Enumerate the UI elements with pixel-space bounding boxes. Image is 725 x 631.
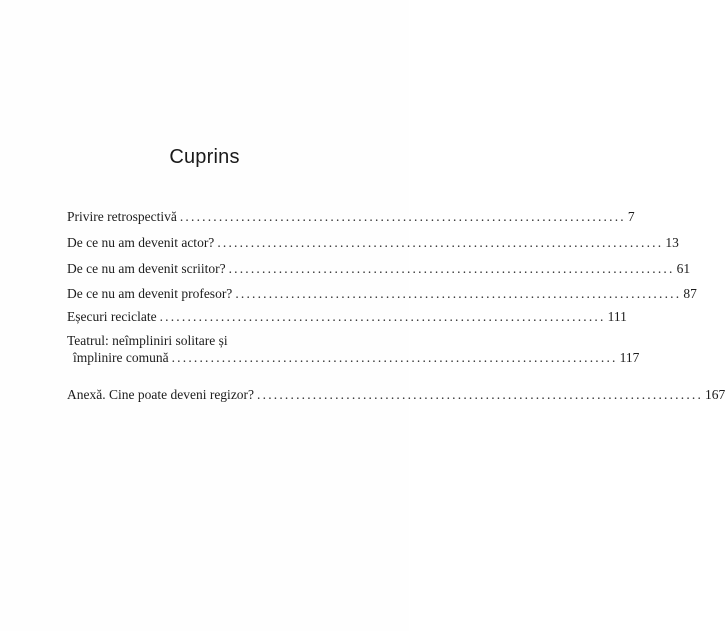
dot-leader: ................................................................................: [179, 209, 626, 224]
dot-leader: ................................................................................: [159, 309, 606, 324]
dot-leader: ................................................................................: [228, 261, 675, 276]
toc-entry-page: 87: [683, 286, 697, 301]
toc-entry-title: De ce nu am devenit profesor?: [67, 286, 233, 301]
toc-entry: [67, 386, 725, 403]
dot-leader: ................................................................................: [217, 235, 664, 250]
dot-leader: ................................................................................: [171, 350, 618, 365]
toc-entry: [67, 285, 697, 302]
toc-entry-title: De ce nu am devenit actor?: [67, 235, 215, 250]
page-title: Cuprins: [169, 146, 240, 168]
toc-entry-title-line1: Teatrul: neîmpliniri solitare și: [67, 333, 228, 348]
dot-leader: ................................................................................: [257, 387, 704, 402]
toc-entry-page: 167: [705, 387, 725, 402]
toc-entry: [67, 332, 640, 366]
toc-entry: [67, 260, 691, 277]
toc-entry: [67, 308, 627, 325]
toc-entry-title-line2: împlinire comună: [73, 350, 169, 365]
toc-entry: [67, 208, 635, 225]
toc-entry-title: De ce nu am devenit scriitor?: [67, 261, 226, 276]
toc-entry-page: 117: [619, 350, 640, 365]
toc-entry-page: 61: [676, 261, 691, 276]
toc-entry-page: 7: [627, 209, 635, 224]
toc-entry-title: Eșecuri reciclate: [67, 309, 157, 324]
toc-entry-page: 13: [665, 235, 679, 250]
toc-entry-page: 111: [607, 309, 627, 324]
toc-entry-title: Anexă. Cine poate deveni regizor?: [67, 387, 255, 402]
toc-entry: [67, 234, 679, 251]
toc-entry-title: Privire retrospectivă: [67, 209, 177, 224]
dot-leader: ................................................................................: [235, 286, 682, 301]
